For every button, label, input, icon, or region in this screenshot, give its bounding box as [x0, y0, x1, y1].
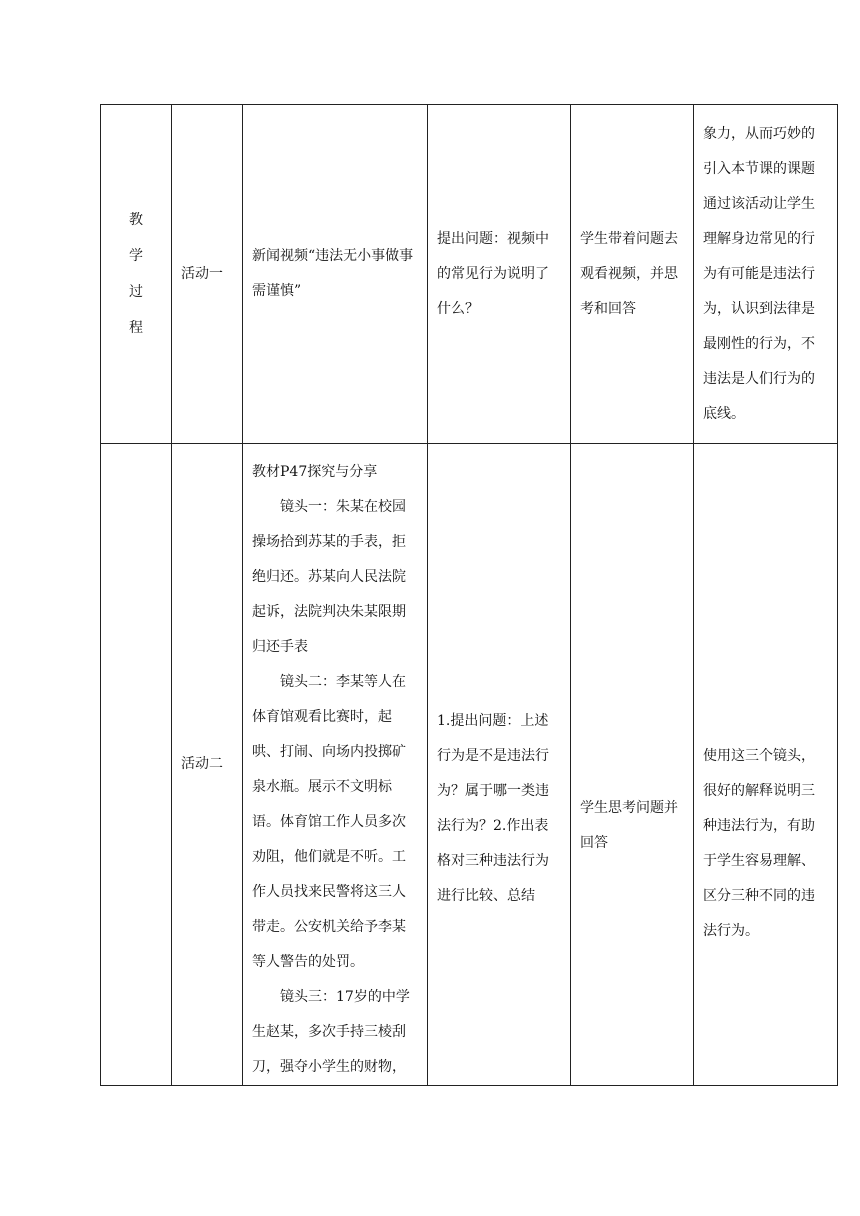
activity-label: 活动一: [181, 265, 223, 282]
content-cell: [243, 444, 428, 1086]
content-paragraph: 镜头一：朱某在校园操场拾到苏某的手表，拒绝归还。苏某向人民法院起诉，法院判决朱某限期归还手表: [252, 498, 406, 655]
teacher-activity-text: 提出问题：视频中的常见行为说明了什么？: [437, 230, 549, 317]
section-cell: [101, 105, 172, 444]
teacher-activity-cell: [428, 105, 571, 444]
content-cell: [243, 105, 428, 444]
content-paragraph: 镜头二：李某等人在体育馆观看比赛时，起哄、打闹、向场内投掷矿泉水瓶。展示不文明标语。体育馆工作人员多次劝阻，他们就是不听。工作人员找来民警将这三人带走。公安机关给予李某等人警告的处罚。: [252, 673, 406, 970]
content-paragraph: 新闻视频“违法无小事做事需谨慎”: [252, 248, 414, 299]
design-intent-cell: [694, 444, 838, 1086]
student-activity-text: 学生带着问题去观看视频，并思考和回答: [580, 230, 678, 317]
student-activity-cell: [571, 105, 694, 444]
student-activity-cell: [571, 444, 694, 1086]
design-intent-cell: [694, 105, 838, 444]
activity-cell: [172, 444, 243, 1086]
section-cell-empty: [101, 444, 172, 1086]
table-row: [101, 444, 838, 1086]
teacher-activity-cell: [428, 444, 571, 1086]
design-intent-text: 象力，从而巧妙的引入本节课的课题通过该活动让学生理解身边常见的行为有可能是违法行为，认识到法律是最刚性的行为，不违法是人们行为的底线。: [703, 125, 815, 422]
content-paragraph: 教材P47探究与分享: [252, 463, 378, 480]
activity-label: 活动二: [181, 756, 223, 772]
table-row: [101, 105, 838, 444]
activity-cell: [172, 105, 243, 444]
section-label: 教学过程: [129, 212, 143, 336]
teacher-activity-text: 1.提出问题：上述行为是不是违法行为？属于哪一类违法行为？2.作出表格对三种违法行为进行比较、总结: [437, 712, 549, 904]
design-intent-text: 使用这三个镜头，很好的解释说明三种违法行为，有助于学生容易理解、区分三种不同的违法行为。: [703, 747, 815, 939]
lesson-plan-table: [100, 104, 838, 1086]
student-activity-text: 学生思考问题并回答: [580, 800, 678, 851]
content-paragraph: 镜头三：17岁的中学生赵某，多次手持三棱刮刀，强夺小学生的财物，: [252, 988, 410, 1075]
